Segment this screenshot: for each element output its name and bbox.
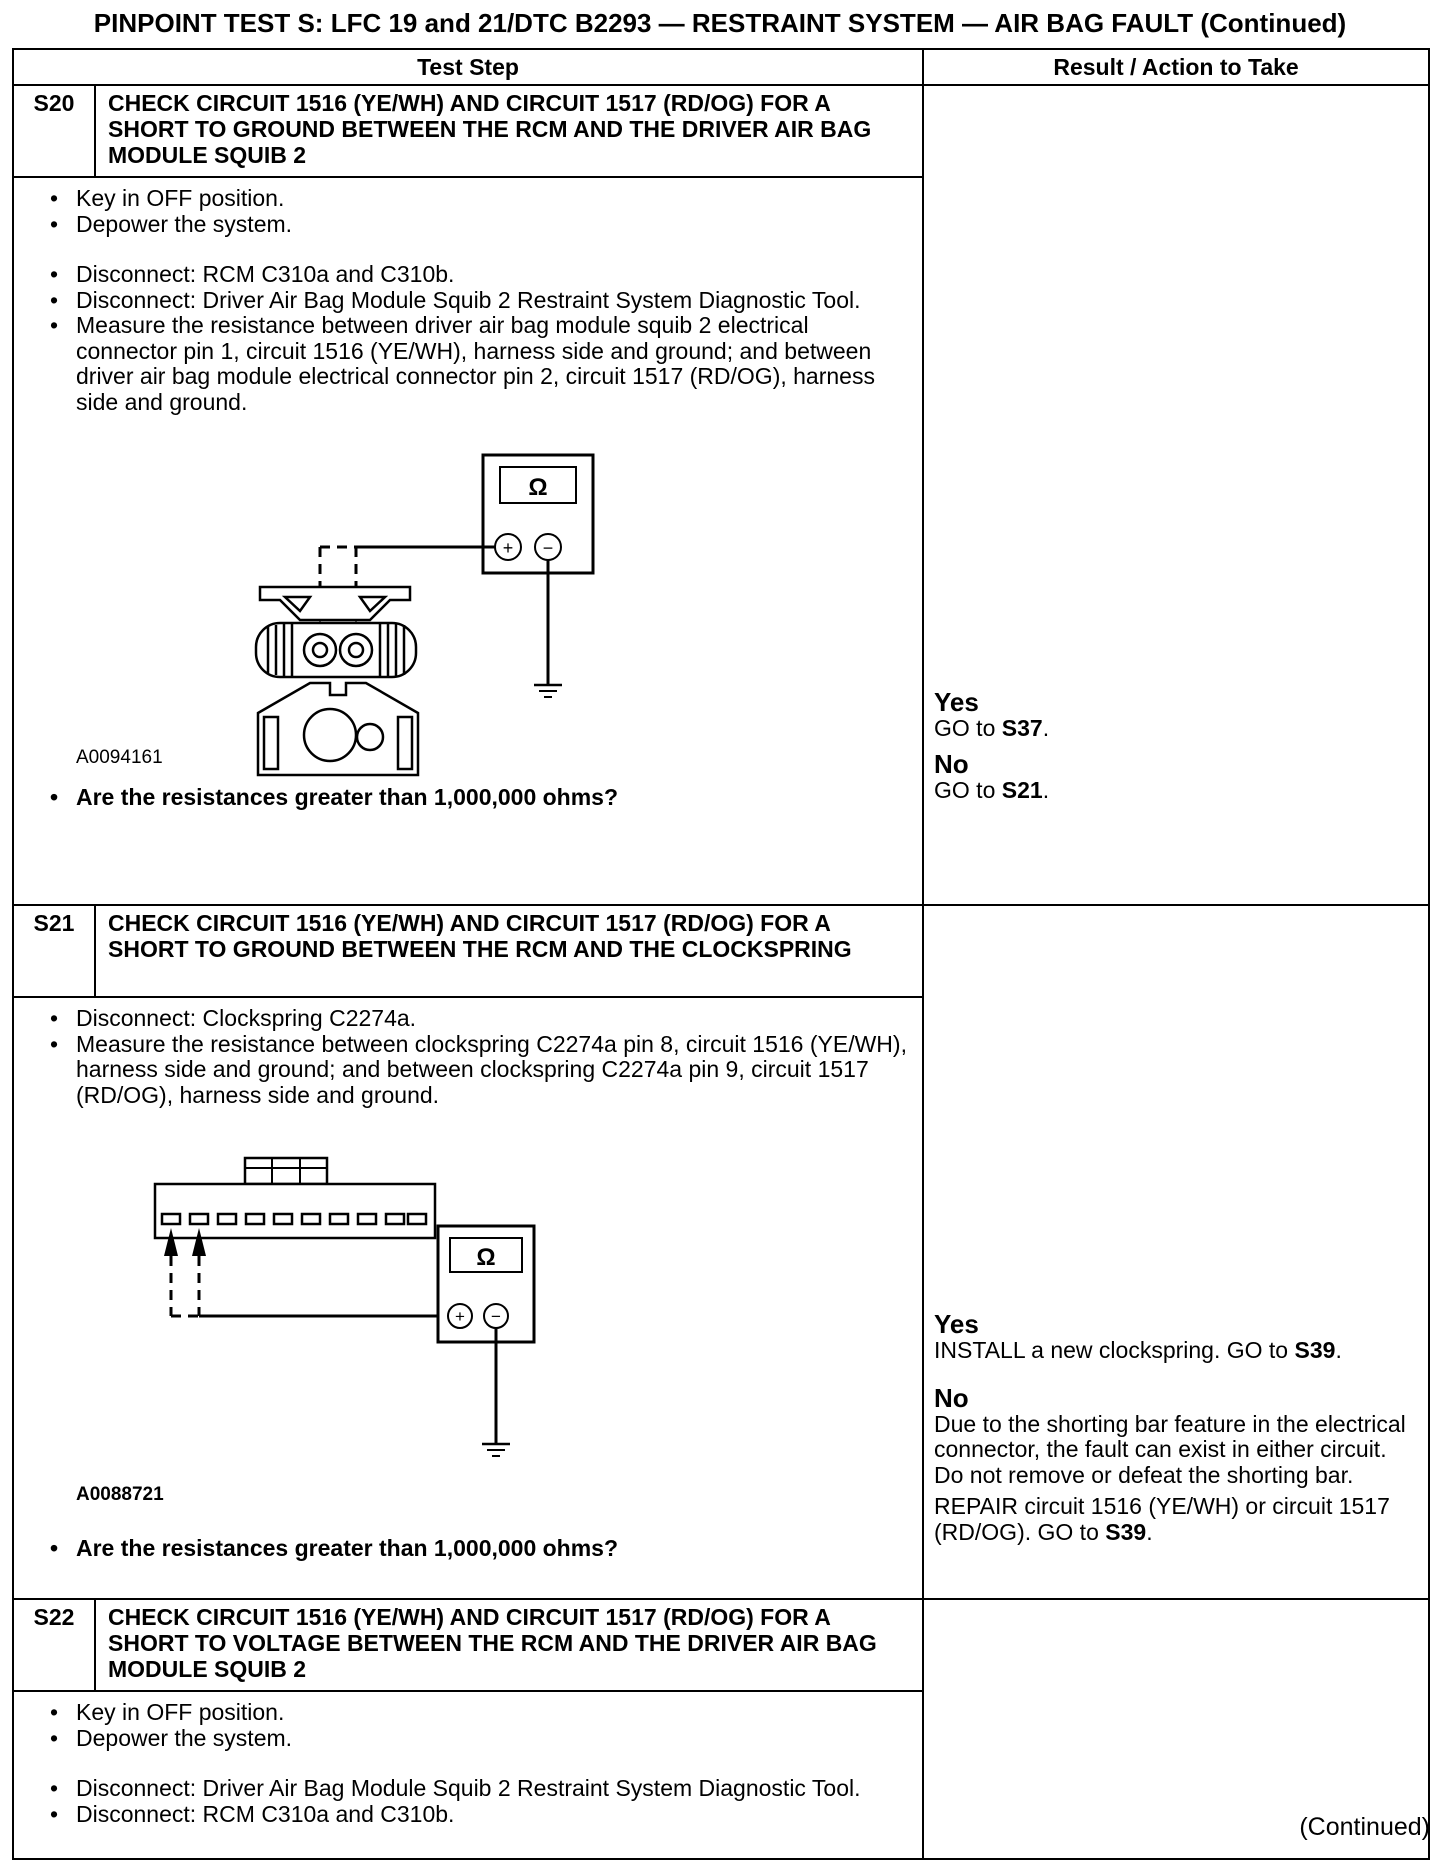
- result-s20-block: [934, 688, 1420, 803]
- figure-code-s21: A0088721: [76, 1484, 164, 1505]
- s21-item-1: • Disconnect: Clockspring C2274a.: [50, 1006, 912, 1032]
- s20-item-1: • Key in OFF position.: [50, 186, 912, 212]
- s20-list-1: [50, 186, 912, 237]
- s20-figure: [50, 415, 912, 785]
- s20-question: • Are the resistances greater than 1,000,000 ohms?: [50, 785, 912, 811]
- svg-text:−: −: [542, 538, 554, 558]
- step-s22-heading-row: [13, 1599, 1429, 1691]
- s21-figure: [50, 1108, 912, 1536]
- step-body-s21: [13, 997, 923, 1599]
- s20-question-list: [50, 785, 912, 811]
- result-s21-block: [934, 1310, 1420, 1545]
- s22-item-1: • Key in OFF position.: [50, 1700, 912, 1726]
- figure-code-s20: A0094161: [76, 747, 163, 768]
- step-number-s22: S22: [13, 1599, 95, 1691]
- svg-text:+: +: [455, 1307, 465, 1326]
- step-number-s20: S20: [13, 85, 95, 177]
- result-cell-s20: [923, 85, 1429, 905]
- s22-list-2: [50, 1776, 912, 1827]
- s21-question-list: [50, 1536, 912, 1562]
- yes-label-s20: Yes: [934, 687, 979, 717]
- ohm-symbol: Ω: [528, 474, 548, 501]
- s20-list-2: [50, 262, 912, 415]
- s21-item-2: • Measure the resistance between clockspring C2274a pin 8, circuit 1516 (YE/WH), harness side and ground; and between clockspring C2274a pin 9, circuit 1517 (RD/OG), harness side and ground.: [50, 1032, 912, 1109]
- step-body-s20: [13, 177, 923, 905]
- s22-list-1: [50, 1700, 912, 1751]
- table-header-row: [13, 49, 1429, 85]
- s21-question: • Are the resistances greater than 1,000,000 ohms?: [50, 1536, 912, 1562]
- s22-item-3: • Disconnect: Driver Air Bag Module Squib 2 Restraint System Diagnostic Tool.: [50, 1776, 912, 1802]
- no-action-s21: REPAIR circuit 1516 (YE/WH) or circuit 1517 (RD/OG). GO to S39.: [934, 1493, 1390, 1545]
- step-heading-s22: CHECK CIRCUIT 1516 (YE/WH) AND CIRCUIT 1517 (RD/OG) FOR A SHORT TO VOLTAGE BETWEEN THE RCM AND THE DRIVER AIR BAG MODULE SQUIB 2: [95, 1599, 923, 1691]
- no-note-s21: Due to the shorting bar feature in the electrical connector, the fault can exist in either circuit. Do not remove or defeat the shorting bar.: [934, 1410, 1406, 1488]
- page-title: PINPOINT TEST S: LFC 19 and 21/DTC B2293 — RESTRAINT SYSTEM — AIR BAG FAULT (Continued): [93, 8, 1347, 38]
- s20-item-4: • Disconnect: Driver Air Bag Module Squib 2 Restraint System Diagnostic Tool.: [50, 288, 912, 314]
- yes-action-s20: GO to S37.: [934, 715, 1050, 741]
- result-header: Result / Action to Take: [923, 49, 1429, 85]
- squib-connector-diagram: [170, 445, 670, 795]
- yes-label-s21: Yes: [934, 1309, 979, 1339]
- pinpoint-test-table: [12, 48, 1430, 1860]
- ohm-symbol: Ω: [476, 1244, 496, 1271]
- no-label-s20: No: [934, 748, 969, 779]
- no-action-s20: GO to S21.: [934, 776, 1050, 803]
- test-step-header: Test Step: [13, 49, 923, 85]
- s22-item-4: • Disconnect: RCM C310a and C310b.: [50, 1802, 912, 1828]
- yes-action-s21: INSTALL a new clockspring. GO to S39.: [934, 1337, 1342, 1363]
- s21-list-1: [50, 1006, 912, 1108]
- step-heading-s21: CHECK CIRCUIT 1516 (YE/WH) AND CIRCUIT 1517 (RD/OG) FOR A SHORT TO GROUND BETWEEN THE RCM AND THE CLOCKSPRING: [95, 905, 923, 997]
- s20-item-2: • Depower the system.: [50, 212, 912, 238]
- step-number-s21: S21: [13, 905, 95, 997]
- step-heading-s20: CHECK CIRCUIT 1516 (YE/WH) AND CIRCUIT 1517 (RD/OG) FOR A SHORT TO GROUND BETWEEN THE RCM AND THE DRIVER AIR BAG MODULE SQUIB 2: [95, 85, 923, 177]
- clockspring-connector-diagram: [150, 1148, 630, 1478]
- result-cell-s21: [923, 905, 1429, 1599]
- step-s21-heading-row: [13, 905, 1429, 997]
- continued-label: (Continued): [1299, 1813, 1430, 1841]
- svg-text:−: −: [491, 1307, 501, 1326]
- squib-connector-icon: [256, 587, 418, 775]
- s20-item-3: • Disconnect: RCM C310a and C310b.: [50, 262, 912, 288]
- step-s20-heading-row: [13, 85, 1429, 177]
- s20-item-5: • Measure the resistance between driver air bag module squib 2 electrical connector pin 1, circuit 1516 (YE/WH), harness side and ground; and between driver air bag module electrical connector pin 2, circuit 1517 (RD/OG), harness side and ground.: [50, 313, 912, 415]
- svg-text:+: +: [502, 538, 514, 558]
- step-body-s22: [13, 1691, 923, 1859]
- s22-item-2: • Depower the system.: [50, 1726, 912, 1752]
- clockspring-connector-icon: [155, 1158, 435, 1238]
- no-label-s21: No: [934, 1382, 969, 1413]
